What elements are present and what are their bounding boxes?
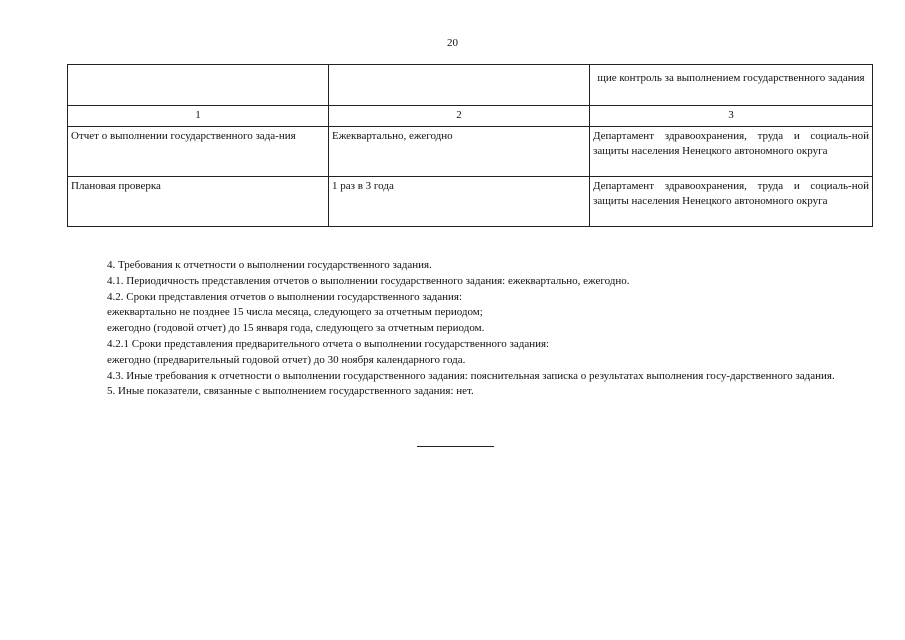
authority-cell: Департамент здравоохранения, труда и социаль-ной защиты населения Ненецкого автономного округа <box>590 127 873 177</box>
reporting-table <box>67 64 873 227</box>
column-number: 2 <box>329 106 590 127</box>
paragraph: ежеквартально не позднее 15 числа месяца, следующего за отчетным периодом; <box>107 306 483 319</box>
table-cell <box>68 65 329 106</box>
reporting-requirements-text <box>67 258 850 400</box>
table-cell <box>590 65 873 106</box>
page-number: 20 <box>447 37 458 49</box>
frequency-cell: Ежеквартально, ежегодно <box>329 127 590 177</box>
paragraph: 4. Требования к отчетности о выполнении государственного задания. <box>107 259 432 271</box>
control-form-cell: Плановая проверка <box>68 177 329 227</box>
paragraph: 4.2. Сроки представления отчетов о выполнении государственного задания: <box>107 290 463 303</box>
paragraph: ежегодно (годовой отчет) до 15 января года, следующего за отчетным периодом. <box>107 322 485 335</box>
paragraph: 5. Иные показатели, связанные с выполнением государственного задания: нет. <box>107 385 474 398</box>
frequency-cell: 1 раз в 3 года <box>329 177 590 227</box>
paragraph: ежегодно (предварительный годовой отчет) до 30 ноября календарного года. <box>107 353 466 366</box>
table-row <box>68 177 873 227</box>
paragraph: 4.1. Периодичность представления отчетов о выполнении государственного задания: ежеквартально, ежегодно. <box>107 274 630 287</box>
authority-cell: Департамент здравоохранения, труда и социаль-ной защиты населения Ненецкого автономного округа <box>590 177 873 227</box>
paragraph: 4.3. Иные требования к отчетности о выполнении государственного задания: пояснительная записка о результатах выполнения госу-дарственного задания. <box>107 369 835 382</box>
table-row-continuation <box>68 65 873 106</box>
authority-heading-continuation: щие контроль за выполнением государственного задания <box>597 72 865 84</box>
table-cell <box>329 65 590 106</box>
column-number: 3 <box>590 106 873 127</box>
end-separator-line <box>417 446 494 447</box>
table-row-column-numbers <box>68 106 873 127</box>
column-number: 1 <box>68 106 329 127</box>
control-form-cell: Отчет о выполнении государственного зада-ния <box>68 127 329 177</box>
table-row <box>68 127 873 177</box>
paragraph: 4.2.1 Сроки представления предварительного отчета о выполнении государственного задания: <box>107 337 550 350</box>
